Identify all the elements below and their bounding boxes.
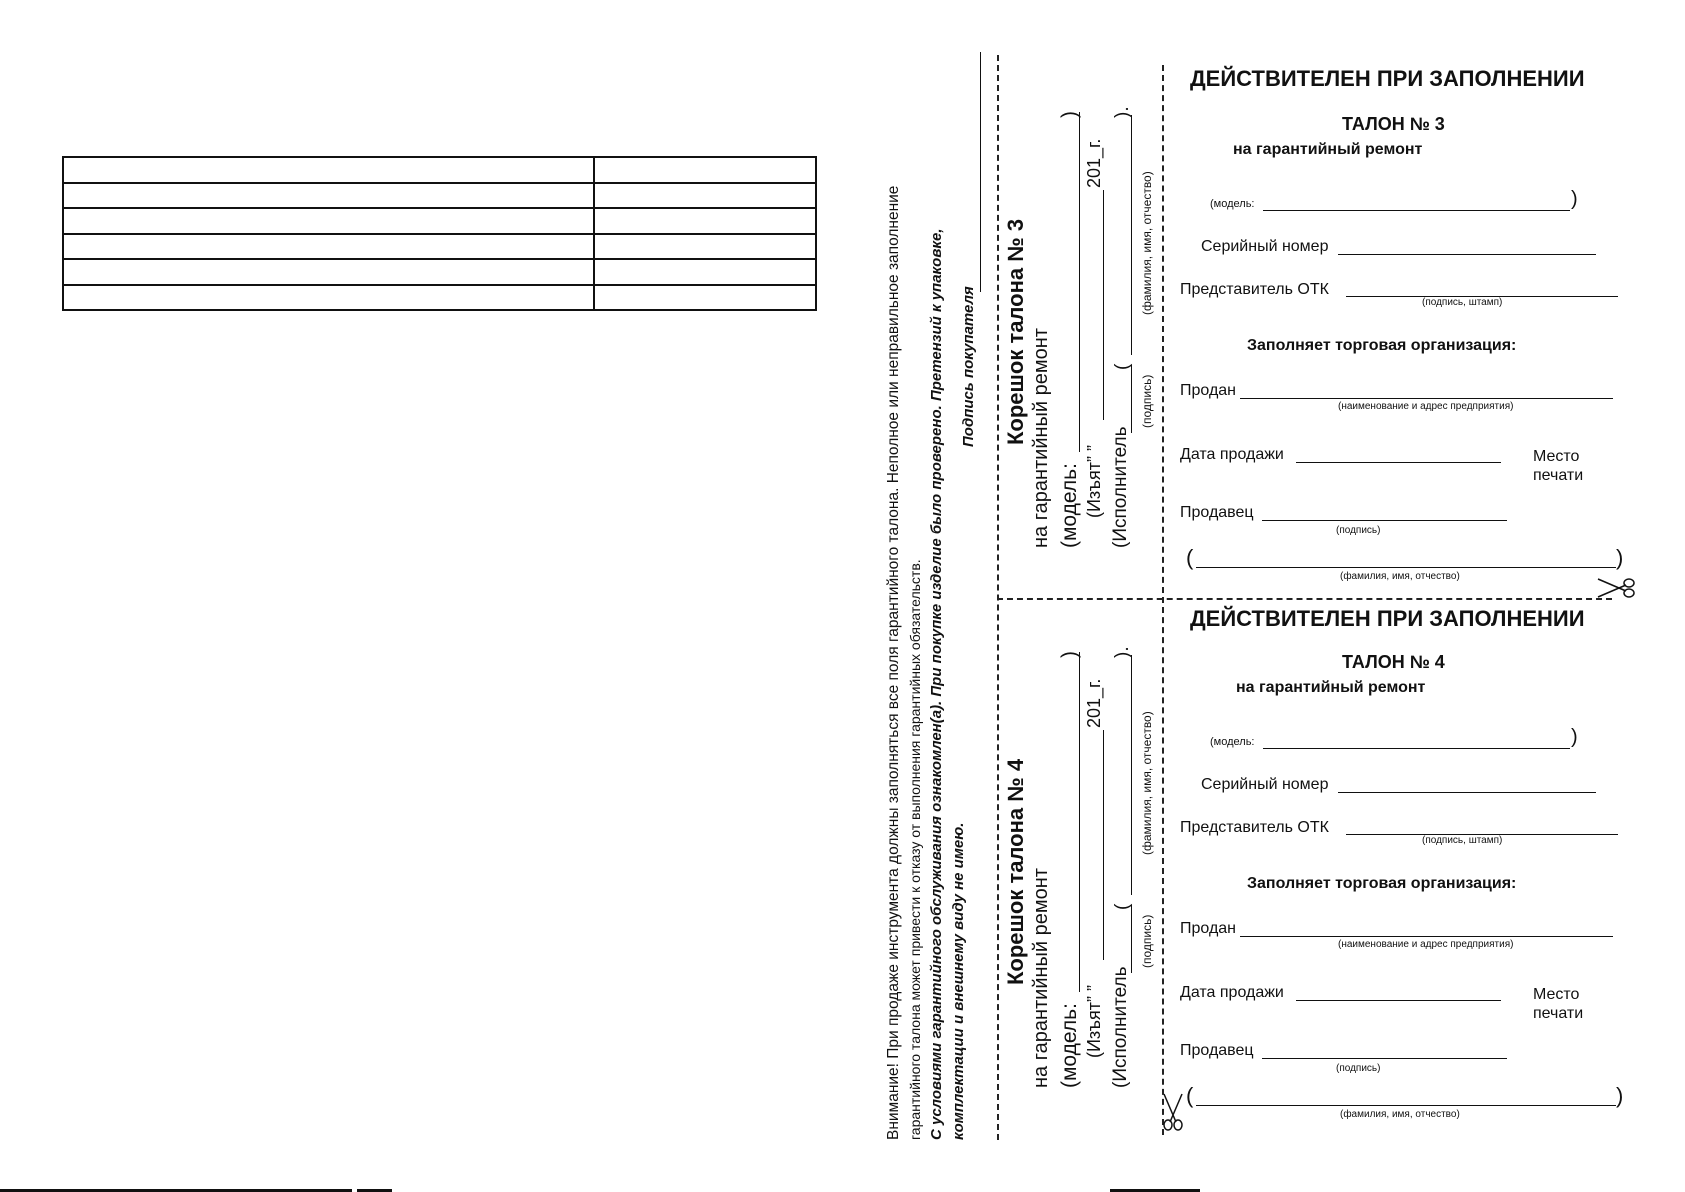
coupon-otk-label: Представитель ОТК (1180, 819, 1329, 836)
coupon-name-hint: (фамилия, имя, отчество) (1340, 1109, 1460, 1120)
coupon-title: ТАЛОН № 3 (1342, 114, 1445, 134)
coupon-sold-line[interactable] (1240, 936, 1613, 937)
coupon-stamp-place-1: Место (1533, 448, 1580, 465)
coupon-name-hint: (фамилия, имя, отчество) (1340, 571, 1460, 582)
coupon-serial-line[interactable] (1338, 792, 1596, 793)
stub-title: Корешок талона № 4 (1003, 758, 1028, 985)
notice-line-4: комплектации и внешнему виду не имею. (950, 822, 967, 1140)
stub-paren: ( (1112, 903, 1133, 910)
table-row (63, 234, 816, 260)
table-cell[interactable] (63, 234, 594, 260)
coupon-otk-hint: (подпись, штамп) (1422, 297, 1503, 308)
coupon-valid-heading: ДЕЙСТВИТЕЛЕН ПРИ ЗАПОЛНЕНИИ (1190, 606, 1585, 631)
coupon-seller-label: Продавец (1180, 1042, 1254, 1059)
coupon-sold-label: Продан (1180, 920, 1237, 937)
coupon-seller-line[interactable] (1262, 520, 1507, 521)
stub-dot: ). (1112, 106, 1133, 118)
table-cell[interactable] (63, 259, 594, 285)
coupon-paren-open: ( (1186, 545, 1194, 570)
coupon-sale-date-line[interactable] (1296, 1000, 1501, 1001)
coupon-sold-hint: (наименование и адрес предприятия) (1338, 939, 1514, 950)
stub-model-close: ) (1058, 111, 1081, 118)
stub-seized-label: (Изъят” ” (1084, 444, 1104, 518)
stub-name-line[interactable] (1131, 115, 1132, 355)
table-row (63, 208, 816, 234)
stub-sign-hint: (подпись) (1140, 374, 1154, 428)
coupon-stamp-place-2: печати (1533, 1005, 1584, 1022)
coupon-title: ТАЛОН № 4 (1342, 652, 1445, 672)
coupon-name-line[interactable] (1196, 567, 1616, 568)
stub-subtitle: на гарантийный ремонт (1030, 328, 1052, 548)
coupon-valid-heading: ДЕЙСТВИТЕЛЕН ПРИ ЗАПОЛНЕНИИ (1190, 66, 1585, 91)
coupon-trade-org-heading: Заполняет торговая организация: (1247, 337, 1517, 354)
coupon-sold-hint: (наименование и адрес предприятия) (1338, 401, 1514, 412)
notice-line-3: С условиями гарантийного обслуживания ознакомлен(а). При покупке изделие было проверено. Претензий к упаковке, (928, 228, 945, 1140)
stub-executor-label: (Исполнитель (1110, 966, 1131, 1088)
buyer-signature-line[interactable] (980, 52, 981, 292)
coupon-sale-date-label: Дата продажи (1180, 984, 1284, 1001)
stub-date-line[interactable] (1103, 190, 1104, 420)
coupon-serial-line[interactable] (1338, 254, 1596, 255)
empty-table (62, 156, 817, 311)
coupon-serial-label: Серийный номер (1201, 776, 1329, 793)
stub-sign-hint: (подпись) (1140, 914, 1154, 968)
coupon-name-line[interactable] (1196, 1105, 1616, 1106)
stub-seized-label: (Изъят” ” (1084, 984, 1104, 1058)
coupon-sold-line[interactable] (1240, 398, 1613, 399)
cut-line-horizontal (997, 598, 1612, 600)
coupon-otk-label: Представитель ОТК (1180, 281, 1329, 298)
coupon-sold-label: Продан (1180, 382, 1237, 399)
stub-name-hint: (фамилия, имя, отчество) (1140, 711, 1154, 855)
table-row (63, 157, 816, 183)
stub-subtitle: на гарантийный ремонт (1030, 868, 1052, 1088)
coupon-seller-label: Продавец (1180, 504, 1254, 521)
stub-model-label: (модель: (1058, 463, 1081, 548)
stub-dot: ). (1112, 646, 1133, 658)
stub-year: 201_г. (1084, 138, 1104, 188)
stub-date-line[interactable] (1103, 730, 1104, 960)
table-row (63, 285, 816, 311)
stub-executor-label: (Исполнитель (1110, 426, 1131, 548)
stub-paren: ( (1112, 363, 1133, 370)
coupon-trade-org-heading: Заполняет торговая организация: (1247, 875, 1517, 892)
coupon-seller-hint: (подпись) (1336, 525, 1381, 536)
stub-title: Корешок талона № 3 (1003, 218, 1028, 445)
coupon-subtitle: на гарантийный ремонт (1236, 679, 1426, 696)
table-row (63, 259, 816, 285)
table-cell[interactable] (63, 183, 594, 209)
stub-name-hint: (фамилия, имя, отчество) (1140, 171, 1154, 315)
scissors-icon (1160, 1092, 1186, 1132)
table-cell[interactable] (63, 208, 594, 234)
stub-name-line[interactable] (1131, 655, 1132, 895)
coupon-stamp-place-1: Место (1533, 986, 1580, 1003)
coupon-paren-close: ) (1616, 1083, 1624, 1108)
coupon-model-line[interactable] (1263, 210, 1570, 211)
table-cell[interactable] (594, 208, 816, 234)
coupon-sale-date-line[interactable] (1296, 462, 1501, 463)
table-cell[interactable] (63, 157, 594, 183)
table-cell[interactable] (594, 234, 816, 260)
coupon-model-line[interactable] (1263, 748, 1570, 749)
buyer-signature-label: Подпись покупателя (960, 286, 977, 447)
coupon-seller-line[interactable] (1262, 1058, 1507, 1059)
coupon-paren-close: ) (1616, 545, 1624, 570)
stub-model-line[interactable] (1079, 652, 1080, 992)
coupon-model-close: ) (1571, 726, 1578, 748)
table-cell[interactable] (594, 285, 816, 311)
coupon-subtitle: на гарантийный ремонт (1233, 141, 1423, 158)
coupon-otk-hint: (подпись, штамп) (1422, 835, 1503, 846)
notice-line-1: Внимание! При продаже инструмента должны заполняться все поля гарантийного талона. Неполное или неправильное заполнение (885, 185, 902, 1140)
stub-model-close: ) (1058, 651, 1081, 658)
table-cell[interactable] (63, 285, 594, 311)
coupon-sale-date-label: Дата продажи (1180, 446, 1284, 463)
notice-line-2: гарантийного талона может привести к отказу от выполнения гарантийных обязательств. (907, 559, 923, 1140)
coupon-model-label: (модель: (1210, 198, 1255, 210)
coupon-serial-label: Серийный номер (1201, 238, 1329, 255)
cut-line-vertical-2 (1162, 65, 1164, 1135)
table-row (63, 183, 816, 209)
stub-sign-line[interactable] (1131, 905, 1132, 973)
coupon-paren-open: ( (1186, 1083, 1194, 1108)
stub-year: 201_г. (1084, 678, 1104, 728)
table-cell[interactable] (594, 157, 816, 183)
scissors-icon (1596, 575, 1636, 601)
stub-model-label: (модель: (1058, 1003, 1081, 1088)
table-cell[interactable] (594, 259, 816, 285)
coupon-model-close: ) (1571, 188, 1578, 210)
stub-model-line[interactable] (1079, 112, 1080, 452)
coupon-stamp-place-2: печати (1533, 467, 1584, 484)
coupon-seller-hint: (подпись) (1336, 1063, 1381, 1074)
table-cell[interactable] (594, 183, 816, 209)
coupon-model-label: (модель: (1210, 736, 1255, 748)
stub-sign-line[interactable] (1131, 365, 1132, 433)
